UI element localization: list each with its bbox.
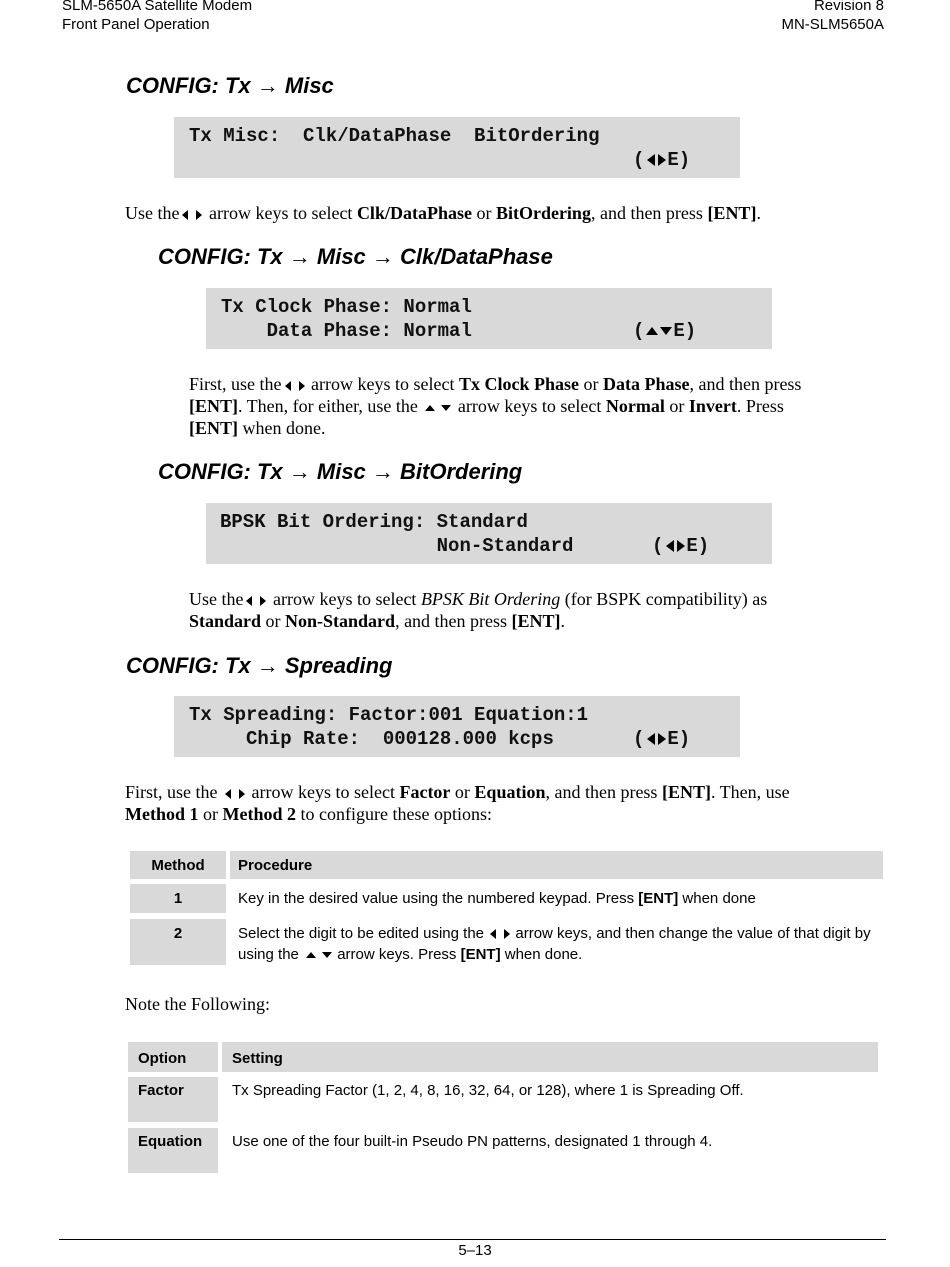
text: . Press — [736, 396, 784, 416]
table-header-procedure — [230, 851, 883, 879]
page-header-right — [781, 0, 884, 34]
bold-text: [ENT] — [189, 418, 238, 438]
page-header-left — [62, 0, 252, 34]
arrow-right-icon — [299, 381, 305, 391]
arrow-right-icon — [504, 929, 510, 939]
text: , and then press — [545, 782, 662, 802]
text: , and then press — [689, 374, 802, 394]
lcd-line-1: Tx Clock Phase: Normal — [221, 296, 472, 318]
arrow-left-icon — [246, 596, 252, 606]
table-header-method — [130, 851, 226, 879]
lcd-bitordering — [206, 503, 772, 564]
arrow-right-icon — [196, 210, 202, 220]
lcd-open-paren: ( — [633, 320, 645, 342]
lcd-line-2: Non-Standard — [220, 535, 574, 557]
table-row-2-method — [130, 919, 226, 965]
arrow-up-icon — [646, 327, 658, 335]
text: arrow keys. Press — [333, 946, 461, 963]
text: or — [664, 396, 689, 416]
cell-text: Tx Spreading Factor (1, 2, 4, 8, 16, 32, 64, or 128), where 1 is Spreading Off. — [232, 1082, 744, 1099]
lcd-line-1: BPSK Bit Ordering: Standard — [220, 511, 528, 533]
text: or — [261, 611, 286, 631]
lcd-open-paren: ( — [633, 728, 645, 750]
lcd-keys-hint — [652, 535, 709, 557]
text: First, use the — [125, 782, 222, 802]
arrow-left-icon — [647, 733, 655, 745]
text: Select the digit to be edited using the — [238, 925, 489, 942]
arrow-left-icon — [647, 154, 655, 166]
text: or — [198, 804, 223, 824]
bold-text: Tx Clock Phase — [458, 374, 579, 394]
para-bitordering — [189, 588, 879, 632]
text: First, use the — [189, 374, 282, 394]
arrow-right-icon — [239, 789, 245, 799]
heading-tx-misc: CONFIG: Tx → Misc — [126, 73, 334, 98]
table-row-2-option — [128, 1128, 218, 1173]
bold-text: Method 2 — [222, 804, 296, 824]
lcd-line-2: Chip Rate: 000128.000 kcps — [189, 728, 554, 750]
table-row-1-method — [130, 884, 226, 913]
text: using the — [238, 946, 304, 963]
lcd-keys-hint — [633, 728, 690, 750]
bold-text: Factor — [399, 782, 451, 802]
heading-tx-spreading: CONFIG: Tx → Spreading — [126, 653, 393, 678]
header-doc-number: MN-SLM5650A — [781, 16, 884, 33]
arrow-left-icon — [666, 540, 674, 552]
lcd-enter-hint: E) — [686, 535, 710, 557]
text: when done. — [500, 946, 583, 963]
bold-text: [ENT] — [638, 890, 679, 907]
lcd-open-paren: ( — [633, 149, 645, 171]
text: or — [450, 782, 475, 802]
arrow-up-icon — [425, 405, 435, 411]
header-product: SLM-5650A Satellite Modem — [62, 0, 253, 14]
text: when done — [678, 890, 756, 907]
bold-text: [ENT] — [189, 396, 238, 416]
text: arrow keys to select — [204, 203, 357, 223]
bold-text: [ENT] — [661, 782, 711, 802]
text: , and then press — [590, 203, 708, 223]
arrow-left-icon — [490, 929, 496, 939]
text: . Then, use — [710, 782, 790, 802]
header-text: Setting — [232, 1050, 283, 1067]
arrow-up-icon — [306, 952, 316, 958]
lcd-line-1: Tx Spreading: Factor:001 Equation:1 — [189, 704, 589, 726]
cell-text: Equation — [138, 1133, 203, 1150]
cell-text — [238, 923, 875, 965]
bold-text: Data Phase — [602, 374, 690, 394]
bold-text: Clk/DataPhase — [356, 203, 472, 223]
text: when done. — [238, 418, 326, 438]
lcd-keys-hint — [633, 149, 690, 171]
text: . — [560, 611, 566, 631]
bold-text: Normal — [605, 396, 665, 416]
arrow-right-icon — [677, 540, 685, 552]
bold-text: Equation — [474, 782, 546, 802]
bold-text: Non-Standard — [285, 611, 396, 631]
arrow-left-icon — [285, 381, 291, 391]
text: or — [578, 374, 603, 394]
arrow-left-icon — [225, 789, 231, 799]
note-text: Note the Following: — [125, 994, 270, 1014]
footer-rule — [59, 1239, 886, 1240]
text: arrow keys to select — [306, 374, 459, 394]
para-tx-spreading — [125, 781, 885, 825]
bold-text: BitOrdering — [495, 203, 591, 223]
bold-text: [ENT] — [460, 946, 501, 963]
bold-text: Standard — [189, 611, 262, 631]
text: . Then, for either, use the — [238, 396, 423, 416]
bold-text: [ENT] — [511, 611, 561, 631]
arrow-left-icon — [182, 210, 188, 220]
bold-text: [ENT] — [707, 203, 757, 223]
text: (for BSPK compatibility) as — [560, 589, 768, 609]
bold-text: Invert — [688, 396, 737, 416]
lcd-clk-dataphase — [206, 288, 772, 349]
text: Key in the desired value using the numbered keypad. Press — [238, 890, 639, 907]
heading-clk-dataphase: CONFIG: Tx → Misc → Clk/DataPhase — [158, 244, 553, 269]
header-text: Procedure — [238, 857, 313, 874]
header-chapter: Front Panel Operation — [62, 16, 210, 33]
lcd-enter-hint: E) — [667, 728, 691, 750]
text: , and then press — [395, 611, 512, 631]
text: arrow keys to select — [247, 782, 400, 802]
arrow-right-icon — [658, 733, 666, 745]
cell-text — [238, 888, 875, 909]
cell-text: Use one of the four built-in Pseudo PN patterns, designated 1 through 4. — [232, 1133, 713, 1150]
header-revision: Revision 8 — [813, 0, 884, 14]
table-row-1-setting — [222, 1077, 878, 1122]
arrow-right-icon — [658, 154, 666, 166]
para-tx-misc — [125, 202, 885, 224]
text: . — [756, 203, 761, 223]
arrow-down-icon — [322, 952, 332, 958]
table-row-2-setting — [222, 1128, 878, 1173]
lcd-enter-hint: E) — [673, 320, 697, 342]
heading-bitordering: CONFIG: Tx → Misc → BitOrdering — [158, 459, 523, 484]
bold-text: Method 1 — [125, 804, 199, 824]
lcd-line-2: Data Phase: Normal — [221, 320, 472, 342]
table-row-1-procedure — [230, 884, 883, 913]
lcd-tx-spreading — [174, 696, 740, 757]
table-row-2-procedure — [230, 919, 883, 965]
table-header-option — [128, 1042, 218, 1072]
italic-text: BPSK Bit Ordering — [420, 589, 561, 609]
table-row-1-option — [128, 1077, 218, 1122]
text: arrow keys to select — [268, 589, 421, 609]
lcd-enter-hint: E) — [667, 149, 691, 171]
text: Use the — [189, 589, 244, 609]
header-text: Option — [138, 1050, 187, 1067]
text: Use the — [125, 203, 180, 223]
text: or — [471, 203, 496, 223]
lcd-line-1: Tx Misc: Clk/DataPhase BitOrdering — [189, 125, 600, 147]
arrow-right-icon — [260, 596, 266, 606]
lcd-open-paren: ( — [652, 535, 664, 557]
arrow-down-icon — [660, 327, 672, 335]
para-clk-dataphase — [189, 373, 879, 439]
text: arrow keys, and then change the value of that digit by — [511, 925, 871, 942]
header-text: Method — [151, 857, 205, 874]
cell-text: 2 — [173, 925, 183, 942]
table-header-setting — [222, 1042, 878, 1072]
lcd-tx-misc — [174, 117, 740, 178]
text: to configure these options: — [296, 804, 492, 824]
cell-text: 1 — [173, 890, 183, 907]
lcd-keys-hint — [633, 320, 696, 342]
text: arrow keys to select — [453, 396, 606, 416]
cell-text: Factor — [138, 1082, 184, 1099]
page-number: 5–13 — [458, 1242, 492, 1259]
arrow-down-icon — [441, 405, 451, 411]
